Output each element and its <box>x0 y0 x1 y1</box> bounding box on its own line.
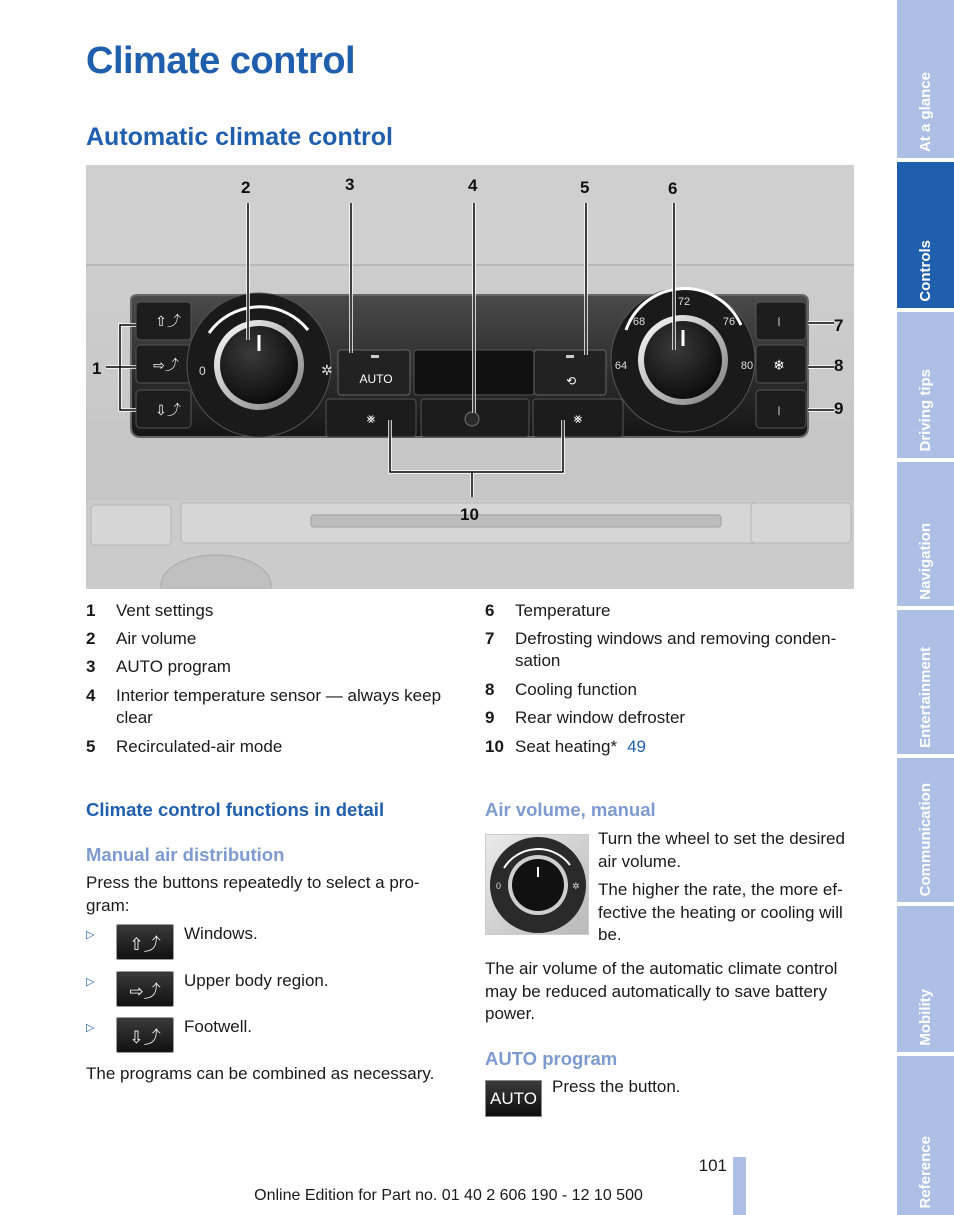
svg-text:⧙: ⧙ <box>777 314 781 329</box>
legend-right <box>485 598 857 768</box>
callout-1: 1 <box>92 359 102 378</box>
temp-mark-64: 64 <box>614 360 628 372</box>
callout-4: 4 <box>468 176 478 195</box>
manual-air-distribution-title: Manual air distribution <box>86 844 285 865</box>
windows-vent-icon: ⇧⤴ <box>116 924 174 960</box>
callout-7: 7 <box>834 316 844 335</box>
temp-mark-76: 76 <box>722 316 736 328</box>
sidebar-tab-communication[interactable]: Communication <box>897 758 954 902</box>
svg-text:✲: ✲ <box>321 362 333 378</box>
sidebar-tab-navigation[interactable]: Navigation <box>897 462 954 606</box>
callout-9: 9 <box>834 399 844 418</box>
callout-2: 2 <box>241 178 251 197</box>
svg-text:⨳: ⨳ <box>366 410 376 426</box>
bullet-triangle-icon: ▷ <box>86 929 95 941</box>
legend-item: 10 Seat heating* 49 <box>485 737 647 756</box>
legend-item: 8 Cooling function <box>485 680 637 699</box>
air-volume-title: Air volume, manual <box>485 799 656 820</box>
legend-item: 9 Rear window defroster <box>485 708 686 727</box>
legend-item: 2 Air volume <box>86 629 197 648</box>
callout-8: 8 <box>834 356 844 375</box>
svg-text:⇨⤴: ⇨⤴ <box>153 357 179 373</box>
svg-text:⇧⤴: ⇧⤴ <box>155 313 181 329</box>
temp-mark-68: 68 <box>632 316 646 328</box>
air-volume-p3: The air volume of the automatic climate control may be reduced automatically to save battery power. <box>485 959 838 1023</box>
callout-5: 5 <box>580 178 590 197</box>
page-number-bar <box>733 1157 746 1215</box>
page-title: Climate control <box>86 40 356 82</box>
air-volume-p2: The higher the rate, the more ef-fective the heating or cooling will be. <box>598 880 843 944</box>
programs-combined-note: The programs can be combined as necessary. <box>86 1064 435 1083</box>
page-link-49[interactable]: 49 <box>627 737 647 756</box>
svg-text:⨳: ⨳ <box>573 410 583 426</box>
sidebar-tab-controls[interactable]: Controls <box>897 162 954 308</box>
auto-button-image: AUTO <box>485 1080 542 1117</box>
climate-panel-figure <box>86 165 854 589</box>
footwell-vent-icon: ⇩⤴ <box>116 1017 174 1053</box>
svg-text:0: 0 <box>496 881 502 891</box>
callout-10: 10 <box>460 505 479 524</box>
section-title: Automatic climate control <box>86 123 393 151</box>
bullet-windows: ▷ ⇧⤴ Windows. <box>86 924 258 960</box>
sidebar-tab-reference[interactable]: Reference <box>897 1056 954 1215</box>
chapter-sidebar <box>897 0 954 1215</box>
air-volume-knob-image <box>485 834 589 935</box>
bullet-triangle-icon: ▷ <box>86 1022 95 1034</box>
auto-label: AUTO <box>359 372 393 386</box>
callout-6: 6 <box>668 179 678 198</box>
legend-item: 1 Vent settings <box>86 601 214 620</box>
bullet-triangle-icon: ▷ <box>86 976 95 988</box>
functions-detail-title: Climate control functions in detail <box>86 799 385 820</box>
temp-mark-72: 72 <box>677 296 691 308</box>
page-number: 101 <box>698 1156 727 1175</box>
legend-item: 7 Defrosting windows and removing conden-sation <box>485 629 837 670</box>
bullet-upper-body: ▷ ⇨⤴ Upper body region. <box>86 971 329 1007</box>
legend-left <box>86 598 461 768</box>
legend-item: 6 Temperature <box>485 601 611 620</box>
legend-item: 4 Interior temperature sensor — always keep clear <box>86 686 442 727</box>
legend-item: 3 AUTO program <box>86 657 231 676</box>
sidebar-tab-entertainment[interactable]: Entertainment <box>897 610 954 754</box>
distribution-intro: Press the buttons repeatedly to select a pro-gram: <box>86 873 420 915</box>
sidebar-tab-mobility[interactable]: Mobility <box>897 906 954 1052</box>
legend-item: 5 Recirculated-air mode <box>86 737 283 756</box>
climate-panel-illustration <box>86 165 854 589</box>
auto-program-title: AUTO program <box>485 1048 618 1069</box>
footer-edition: Online Edition for Part no. 01 40 2 606 190 - 12 10 500 <box>254 1187 643 1204</box>
svg-text:✲: ✲ <box>572 881 580 891</box>
upper-body-vent-icon: ⇨⤴ <box>116 971 174 1007</box>
sidebar-tab-driving-tips[interactable]: Driving tips <box>897 312 954 458</box>
svg-text:⧙: ⧙ <box>777 403 781 418</box>
svg-text:⇩⤴: ⇩⤴ <box>155 402 181 418</box>
temp-mark-80: 80 <box>740 360 754 372</box>
sidebar-tab-at-a-glance[interactable]: At a glance <box>897 0 954 158</box>
fan-zero-label: 0 <box>199 364 206 378</box>
bullet-footwell: ▷ ⇩⤴ Footwell. <box>86 1017 252 1053</box>
callout-3: 3 <box>345 175 355 194</box>
svg-text:❄: ❄ <box>773 357 785 373</box>
air-volume-p1: Turn the wheel to set the desired air volume. <box>598 829 845 871</box>
auto-program-text: Press the button. <box>552 1077 681 1096</box>
svg-text:⟲: ⟲ <box>565 374 577 388</box>
